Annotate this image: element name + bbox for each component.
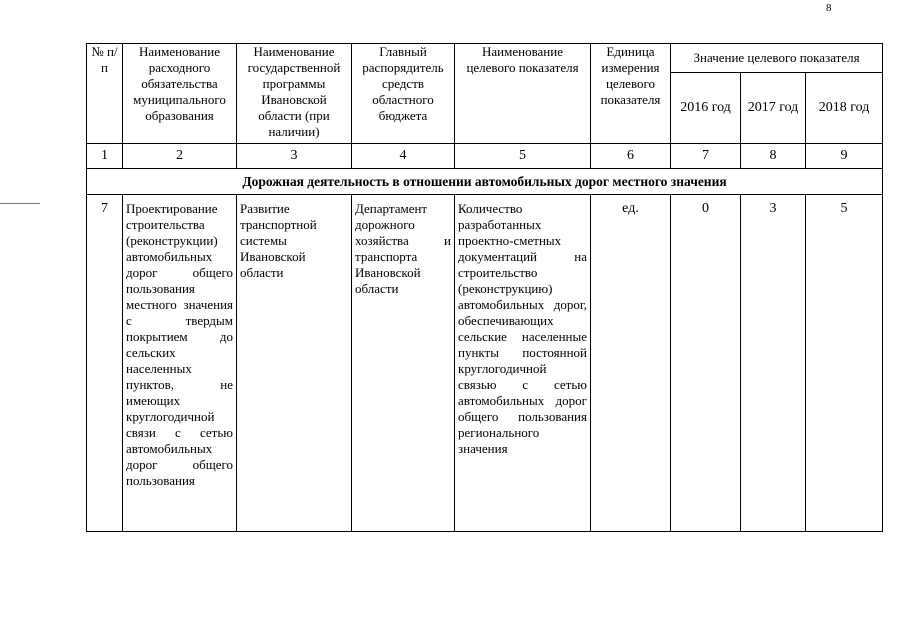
header-number: № п/п	[87, 44, 123, 144]
header-obligation: Наименование расходного обязательства муниципального образования	[123, 44, 237, 144]
column-number: 9	[806, 144, 883, 169]
column-number: 6	[591, 144, 671, 169]
column-number: 5	[455, 144, 591, 169]
row-manager: Департамент дорожного хозяйства и транспорта Ивановской области	[352, 195, 455, 532]
header-year-2017: 2017 год	[741, 73, 806, 144]
row-value-2017: 3	[741, 195, 806, 532]
column-number: 1	[87, 144, 123, 169]
column-number: 7	[671, 144, 741, 169]
margin-rule	[0, 203, 40, 204]
column-number: 2	[123, 144, 237, 169]
section-title: Дорожная деятельность в отношении автомобильных дорог местного значения	[87, 169, 883, 195]
column-number: 4	[352, 144, 455, 169]
header-year-2016: 2016 год	[671, 73, 741, 144]
header-program: Наименование государственной программы Ивановской области (при наличии)	[237, 44, 352, 144]
row-number: 7	[87, 195, 123, 532]
table-row	[87, 195, 883, 532]
row-value-2018: 5	[806, 195, 883, 532]
header-year-2018: 2018 год	[806, 73, 883, 144]
row-value-2016: 0	[671, 195, 741, 532]
header-unit: Единица измерения целевого показателя	[591, 44, 671, 144]
column-number-row	[87, 144, 883, 169]
row-obligation: Проектирование строительства (реконструкции) автомобильных дорог общего пользования местного значения с твердым покрытием до сельских населенных пунктов, не имеющих круглогодичной связи с сетью автомобильных дорог общего пользования	[123, 195, 237, 532]
row-program: Развитие транспортной системы Ивановской области	[237, 195, 352, 532]
row-indicator: Количество разработанных проектно-сметных документаций на строительство (реконструкцию) автомобильных дорог, обеспечивающих сельские населенные пункты постоянной круглогодичной связью с сетью автомобильных дорог общего пользования регионального значения	[455, 195, 591, 532]
column-number: 3	[237, 144, 352, 169]
header-manager: Главный распорядитель средств областного бюджета	[352, 44, 455, 144]
row-unit: ед.	[591, 195, 671, 532]
header-indicator-values: Значение целевого показателя	[671, 44, 883, 73]
indicator-table	[86, 43, 883, 532]
page-number: 8	[826, 2, 832, 14]
column-number: 8	[741, 144, 806, 169]
header-indicator: Наименование целевого показателя	[455, 44, 591, 144]
